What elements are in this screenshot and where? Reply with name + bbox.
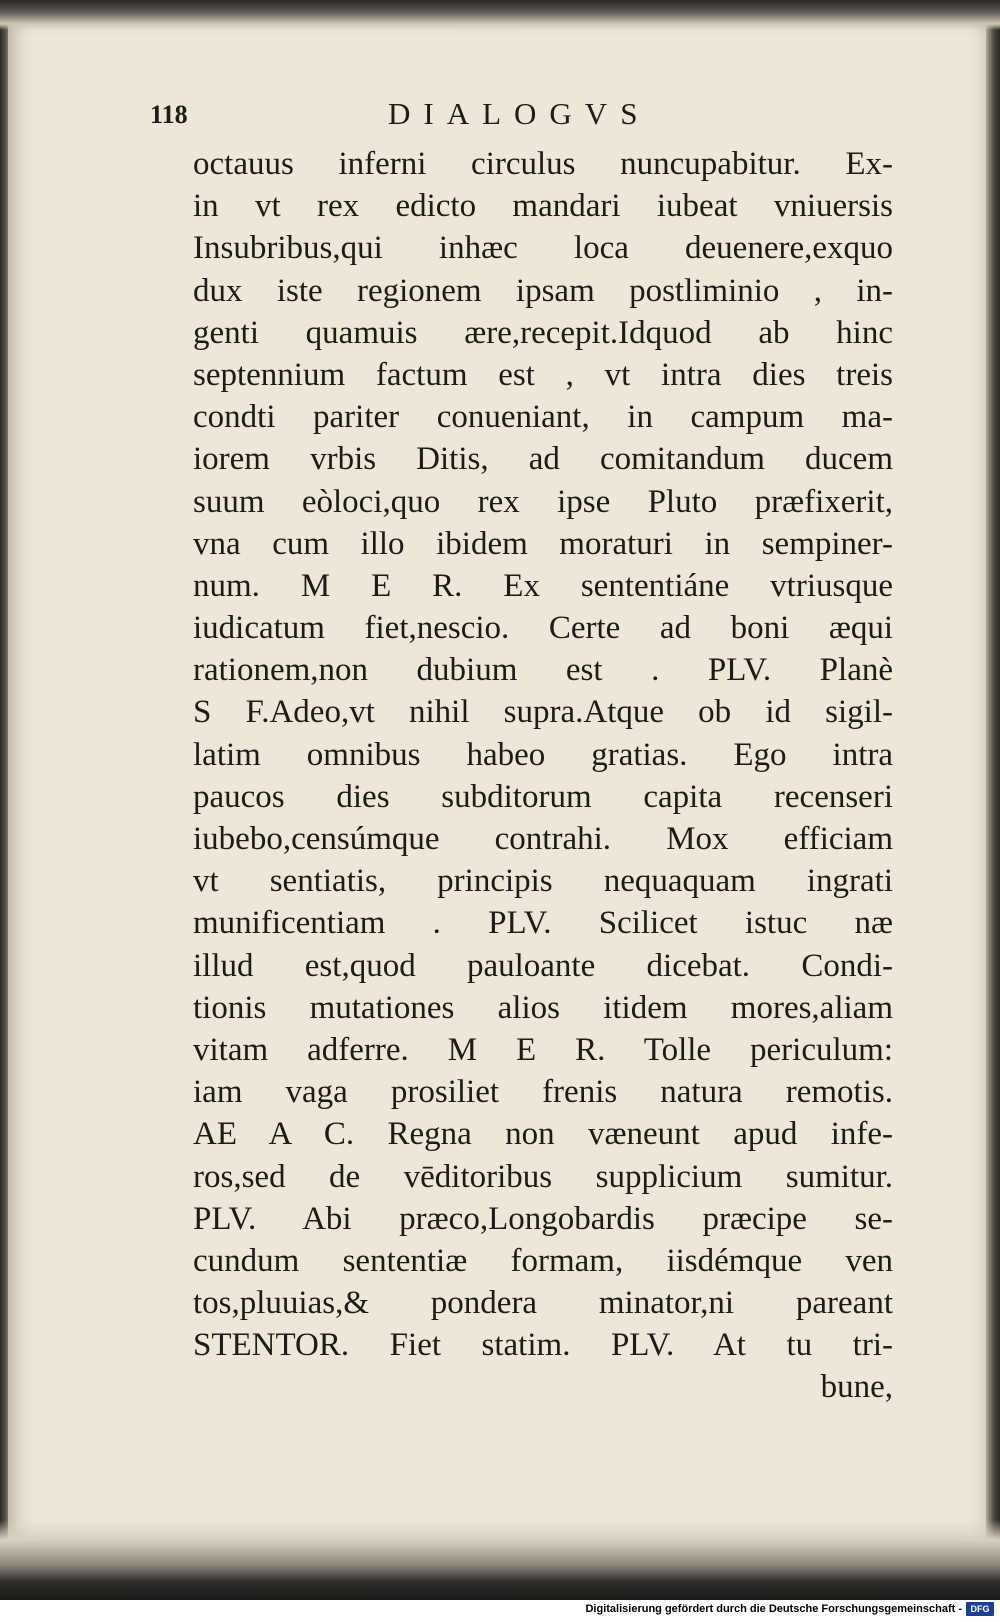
text-line: iubebo,censúmque contrahi. Mox efficiam (193, 821, 893, 857)
text-line: in vt rex edicto mandari iubeat vniuersis (193, 188, 893, 225)
text-line: rationem,non dubium est . PLV. Planè (193, 652, 893, 689)
text-line: paucos dies subditorum capita recenseri (193, 778, 893, 815)
text-line: iam vaga prosiliet frenis natura remotis. (193, 1074, 893, 1111)
text-line: condti pariter conueniant, in campum ma- (193, 399, 893, 436)
text-line: STENTOR. Fiet statim. PLV. At tu tri- (193, 1327, 893, 1364)
text-line: octauus inferni circulus nuncupabitur. Ex- (193, 146, 893, 182)
text-line: iudicatum fiet,nescio. Certe ad boni æqui (193, 610, 893, 647)
footer-bar (0, 1600, 1000, 1622)
text-line: suum eòloci,quo rex ipse Pluto præfixerit, (193, 483, 893, 520)
text-line: S F.Adeo,vt nihil supra.Atque ob id sigil- (193, 694, 893, 731)
body-text (193, 143, 893, 1409)
page-top-edge (0, 0, 1000, 30)
text-line: illud est,quod pauloante dicebat. Condi- (193, 947, 893, 984)
text-line: septennium factum est , vt intra dies treis (193, 356, 893, 393)
text-line: tionis mutationes alios itidem mores,aliam (193, 989, 893, 1026)
catchword: bune, (820, 1369, 893, 1406)
text-line: munificentiam . PLV. Scilicet istuc næ (193, 905, 893, 942)
text-line: latim omnibus habeo gratias. Ego intra (193, 736, 893, 773)
running-head: DIALOGVS (388, 96, 651, 131)
text-line: cundum sententiæ formam, iisdémque ven (193, 1242, 893, 1279)
page-bottom-edge (0, 1520, 1000, 1600)
text-line: vna cum illo ibidem moraturi in sempiner- (193, 525, 893, 562)
page-number: 118 (150, 100, 188, 129)
page-header (150, 96, 710, 132)
text-line: dux iste regionem ipsam postliminio , in- (193, 272, 893, 309)
dfg-logo: DFG (966, 1602, 994, 1616)
text-line: genti quamuis ære,recepit.Idquod ab hinc (193, 314, 893, 351)
text-line: vt sentiatis, principis nequaquam ingrati (193, 863, 893, 900)
text-line: tos,pluuias,& pondera minator,ni pareant (193, 1285, 893, 1322)
text-line: iorem vrbis Ditis, ad comitandum ducem (193, 441, 893, 478)
text-line: AE A C. Regna non væneunt apud infe- (193, 1116, 893, 1153)
text-line: ros,sed de vēditoribus supplicium sumitur. (193, 1158, 893, 1195)
funding-credit: Digitalisierung gefördert durch die Deutsche Forschungsgemeinschaft - (585, 1603, 962, 1615)
text-line: vitam adferre. M E R. Tolle periculum: (193, 1031, 893, 1068)
text-line: num. M E R. Ex sententiáne vtriusque (193, 567, 893, 604)
text-line: Insubribus,qui inhæc loca deuenere,exquo (193, 230, 893, 267)
text-line: PLV. Abi præco,Longobardis præcipe se- (193, 1200, 893, 1237)
